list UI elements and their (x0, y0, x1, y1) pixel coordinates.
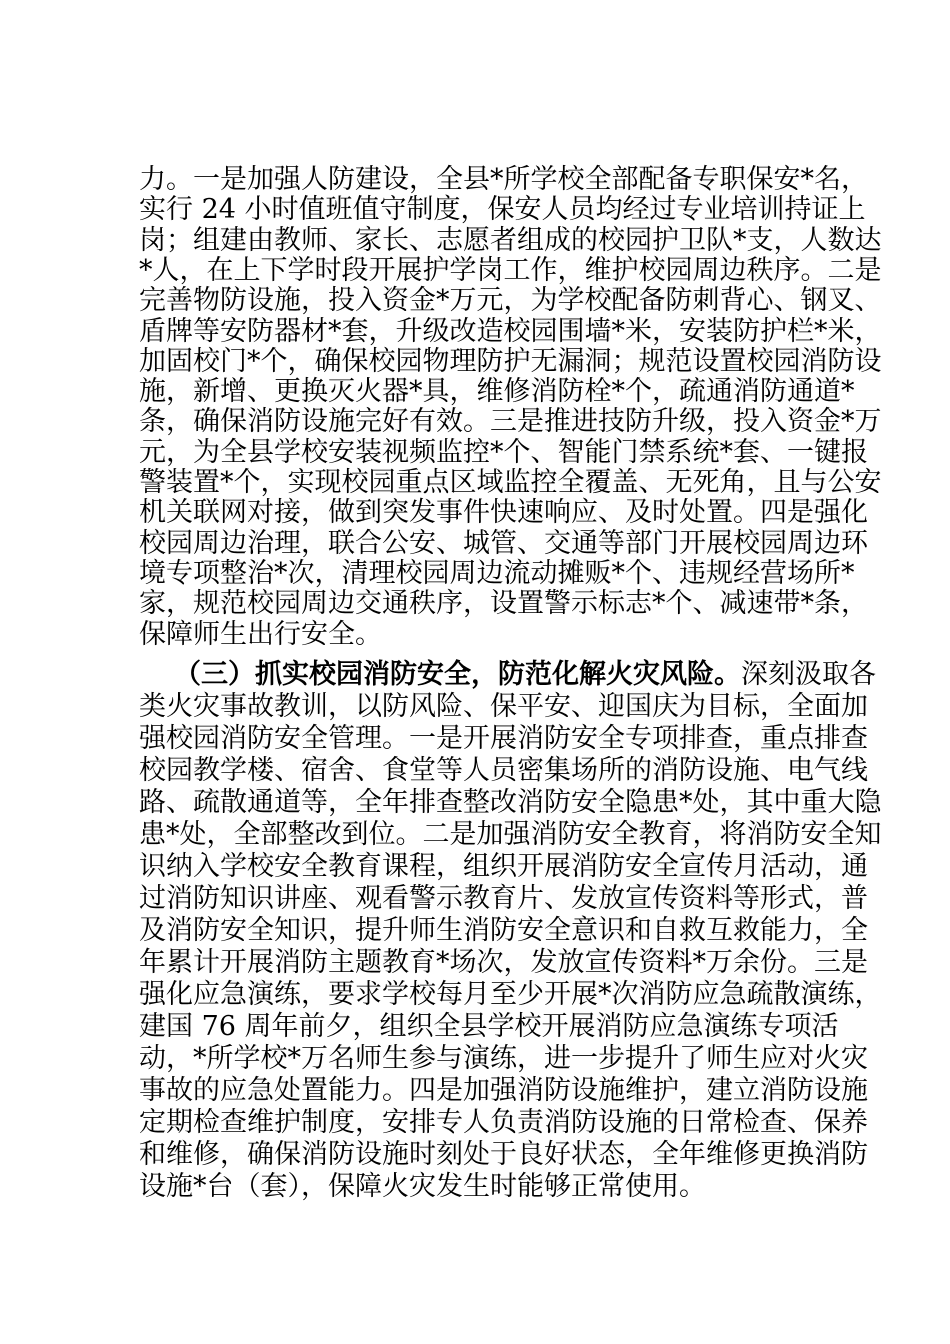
paragraph-1-line: 盾牌等安防器材*套，升级改造校园围墙*米，安装防护栏*米， (139, 315, 882, 347)
paragraph-2-line: 患*处，全部整改到位。二是加强消防安全教育，将消防安全知 (139, 819, 882, 850)
paragraph-1-line: 警装置*个，实现校园重点区域监控全覆盖、无死角，且与公安 (139, 467, 882, 498)
paragraph-2-line: 强校园消防安全管理。一是开展消防安全专项排查，重点排查 (139, 723, 868, 754)
paragraph-2-first-line-text: 深刻汲取各 (741, 659, 876, 690)
paragraph-1-line: 力。一是加强人防建设，全县*所学校全部配备专职保安*名， (139, 164, 868, 195)
paragraph-2-line: 动，*所学校*万名师生参与演练，进一步提升了师生应对火灾 (139, 1043, 868, 1074)
paragraph-1-line: 实行 24 小时值班值守制度，保安人员均经过专业培训持证上 (139, 194, 866, 226)
paragraph-1-line: 保障师生出行安全。 (139, 618, 382, 650)
paragraph-2-line: 校园教学楼、宿舍、食堂等人员密集场所的消防设施、电气线 (139, 755, 868, 786)
paragraph-1-line: 岗；组建由教师、家长、志愿者组成的校园护卫队*支，人数达 (139, 224, 882, 256)
paragraph-2-line: 强化应急演练，要求学校每月至少开展*次消防应急疏散演练， (139, 979, 882, 1010)
section-heading: （三）抓实校园消防安全，防范化解火灾风险。 (174, 659, 741, 690)
paragraph-2-line: 识纳入学校安全教育课程，组织开展消防安全宣传月活动，通 (139, 851, 868, 882)
paragraph-2-line: 事故的应急处置能力。四是加强消防设施维护，建立消防设施 (139, 1075, 868, 1106)
paragraph-1-line: 条，确保消防设施完好有效。三是推进技防升级，投入资金*万 (139, 406, 882, 438)
paragraph-2-line: 及消防安全知识，提升师生消防安全意识和自救互救能力，全 (139, 915, 868, 946)
paragraph-1-line: 机关联网对接，做到突发事件快速响应、及时处置。四是强化 (139, 497, 868, 529)
paragraph-1-line: *人，在上下学时段开展护学岗工作，维护校园周边秩序。二是 (139, 254, 882, 286)
paragraph-2-line: 建国 76 周年前夕，组织全县学校开展消防应急演练专项活 (139, 1011, 839, 1042)
paragraph-2-line: 和维修，确保消防设施时刻处于良好状态，全年维修更换消防 (139, 1139, 868, 1170)
paragraph-2-line: 定期检查维护制度，安排专人负责消防设施的日常检查、保养 (139, 1107, 868, 1138)
paragraph-1-line: 家，规范校园周边交通秩序，设置警示标志*个、减速带*条， (139, 588, 868, 620)
paragraph-1-line: 加固校门*个，确保校园物理防护无漏洞；规范设置校园消防设 (139, 345, 882, 377)
paragraph-2-first-line (174, 659, 876, 691)
paragraph-2-line: 类火灾事故教训，以防风险、保平安、迎国庆为目标，全面加 (139, 691, 868, 722)
paragraph-2-line: 设施*台（套），保障火灾发生时能够正常使用。 (139, 1171, 706, 1202)
paragraph-1-line: 完善物防设施，投入资金*万元，为学校配备防刺背心、钢叉、 (139, 285, 882, 317)
paragraph-2-line: 过消防知识讲座、观看警示教育片、发放宣传资料等形式，普 (139, 883, 868, 914)
paragraph-1-line: 施，新增、更换灭火器*具，维修消防栓*个，疏通消防通道* (139, 376, 855, 408)
paragraph-1-line: 境专项整治*次，清理校园周边流动摊贩*个、违规经营场所* (139, 557, 855, 589)
paragraph-1-line: 元，为全县学校安装视频监控*个、智能门禁系统*套、一键报 (139, 436, 868, 468)
paragraph-1-line: 校园周边治理，联合公安、城管、交通等部门开展校园周边环 (139, 527, 868, 559)
paragraph-2-line: 路、疏散通道等，全年排查整改消防安全隐患*处，其中重大隐 (139, 787, 882, 818)
paragraph-2-line: 年累计开展消防主题教育*场次，发放宣传资料*万余份。三是 (139, 947, 868, 978)
